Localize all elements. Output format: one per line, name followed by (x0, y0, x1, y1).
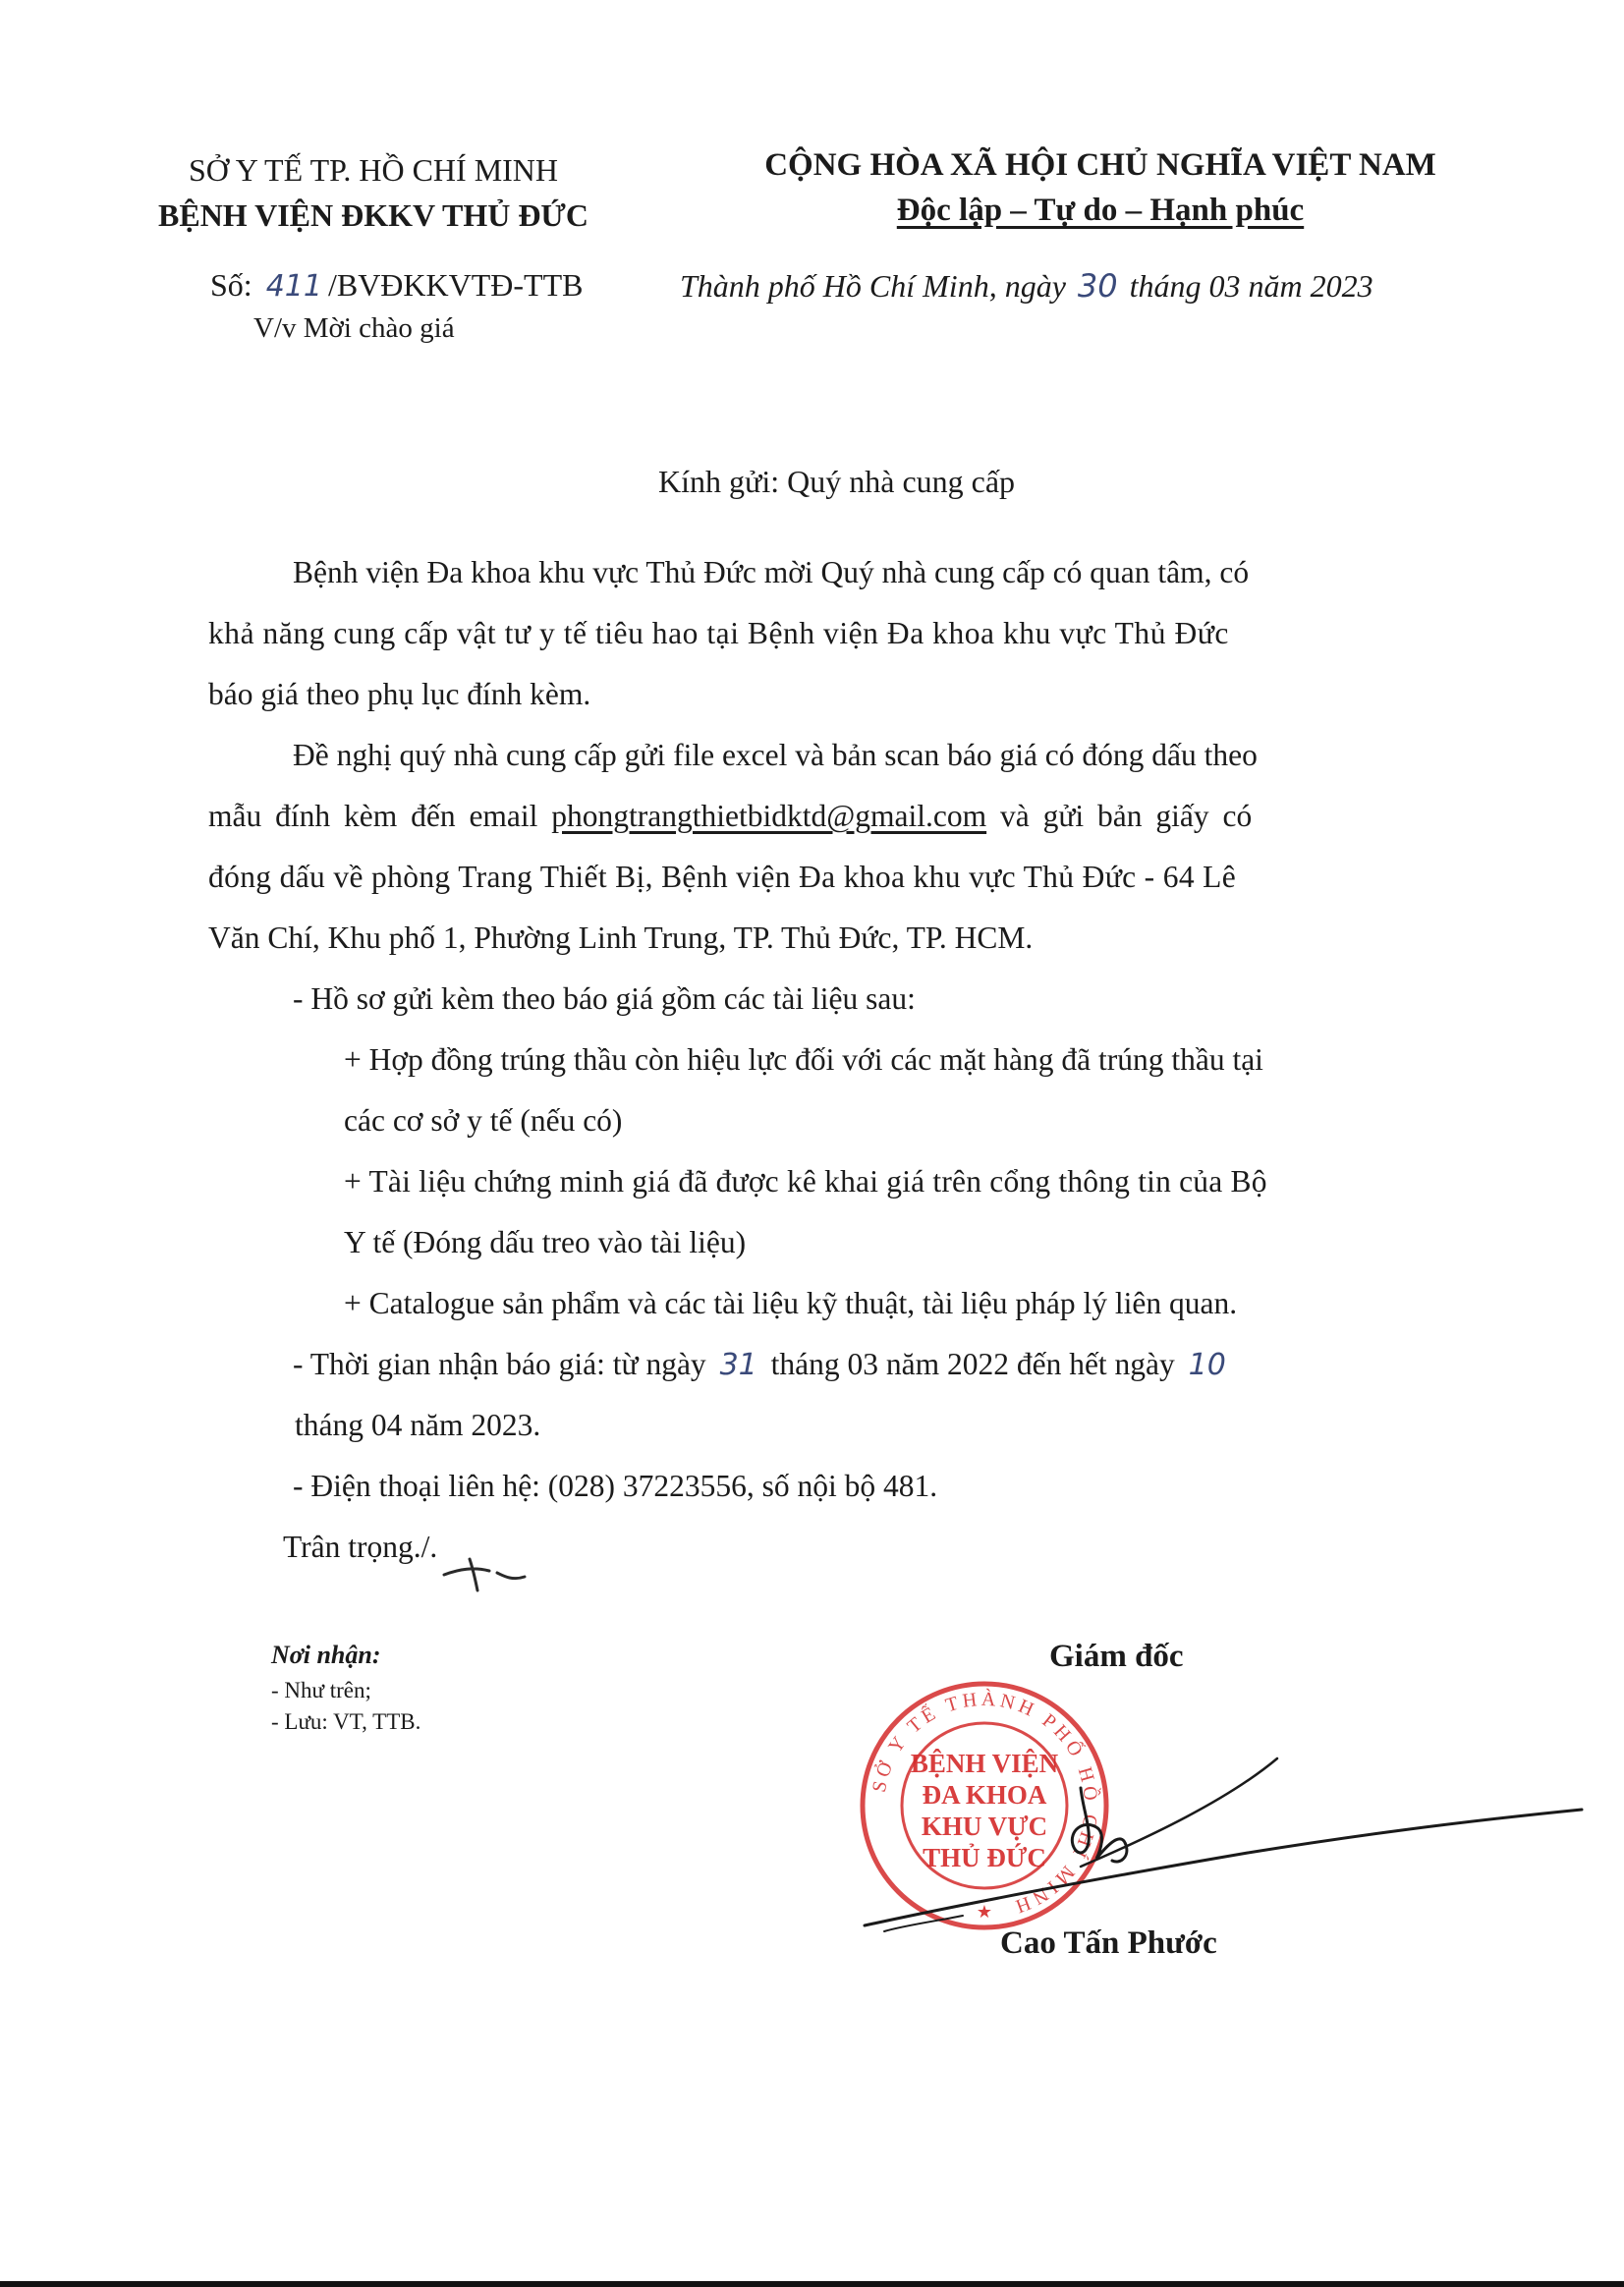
seal-line: BỆNH VIỆN (910, 1749, 1059, 1778)
paragraph1-line2: khả năng cung cấp vật tư y tế tiêu hao tại Bệnh viện Đa khoa khu vực Thủ Đức (208, 616, 1229, 650)
recipients-title: Nơi nhận: (271, 1641, 381, 1669)
signer-name: Cao Tấn Phước (1000, 1925, 1217, 1961)
seal-ring-text: SỞ Y TẾ THÀNH PHỐ HỒ CHÍ MINH (868, 1688, 1102, 1919)
issuer-block (88, 147, 658, 238)
timeline-end-day: 10 (1188, 1348, 1226, 1382)
date-handwritten-day: 30 (1077, 267, 1118, 305)
paragraph2-line2-start: mẫu đính kèm đến email (208, 799, 538, 833)
paragraph1-line3: báo giá theo phụ lục đính kèm. (208, 677, 591, 711)
recipient-item: - Như trên; (271, 1678, 371, 1702)
scan-edge-divider (0, 2281, 1624, 2287)
reference-code: /BVĐKKVTĐ-TTB (327, 267, 584, 303)
paragraph1-line1: Bệnh viện Đa khoa khu vực Thủ Đức mời Quý nhà cung cấp có quan tâm, có (293, 555, 1250, 589)
contact-phone: - Điện thoại liên hệ: (028) 37223556, số nội bộ 481. (293, 1469, 938, 1503)
director-signature-icon (855, 1729, 1592, 1984)
contact-email-link[interactable]: phongtrangthietbidktd@gmail.com (551, 799, 987, 833)
timeline-start-day: 31 (719, 1348, 757, 1382)
hospital-name: BỆNH VIỆN ĐKKV THỦ ĐỨC (158, 197, 588, 233)
issue-date (680, 267, 1373, 305)
documents-item2-line1: + Tài liệu chứng minh giá đã được kê khai giá trên cổng thông tin của Bộ (344, 1164, 1267, 1199)
recipient-item: - Lưu: VT, TTB. (271, 1709, 421, 1734)
seal-line: THỦ ĐỨC (923, 1843, 1046, 1872)
reference-number (210, 267, 583, 304)
reference-handwritten-number: 411 (265, 269, 322, 304)
documents-item1-line2: các cơ sở y tế (nếu có) (344, 1103, 623, 1138)
documents-item1-line1: + Hợp đồng trúng thầu còn hiệu lực đối với các mặt hàng đã trúng thầu tại (344, 1042, 1263, 1077)
subject-line: V/v Mời chào giá (253, 312, 455, 344)
svg-text:★: ★ (976, 1902, 993, 1923)
country-name: CỘNG HÒA XÃ HỘI CHỦ NGHĨA VIỆT NAM (764, 147, 1436, 183)
initials-scribble-icon (440, 1547, 529, 1596)
documents-item3: + Catalogue sản phẩm và các tài liệu kỹ thuật, tài liệu pháp lý liên quan. (344, 1286, 1238, 1320)
paragraph2-line3: đóng dấu về phòng Trang Thiết Bị, Bệnh viện Đa khoa khu vực Thủ Đức - 64 Lê (208, 860, 1237, 894)
timeline-line1 (293, 1347, 1226, 1382)
salutation: Kính gửi: Quý nhà cung cấp (658, 464, 1016, 499)
date-suffix: tháng 03 năm 2023 (1129, 268, 1373, 304)
documents-intro: - Hồ sơ gửi kèm theo báo giá gồm các tài liệu sau: (293, 981, 916, 1016)
timeline-middle-text: tháng 03 năm 2022 đến hết ngày (770, 1347, 1175, 1381)
reference-prefix: Số: (210, 267, 252, 303)
timeline-line2: tháng 04 năm 2023. (295, 1408, 541, 1442)
agency-name: SỞ Y TẾ TP. HỒ CHÍ MINH (188, 152, 559, 188)
seal-line: ĐA KHOA (922, 1780, 1047, 1810)
documents-item2-line2: Y tế (Đóng dấu treo vào tài liệu) (344, 1225, 747, 1259)
national-heading (648, 142, 1552, 233)
paragraph2-line1: Đề nghị quý nhà cung cấp gửi file excel và bản scan báo giá có đóng dấu theo (293, 738, 1258, 772)
motto (648, 188, 1552, 233)
timeline-start-text: - Thời gian nhận báo giá: từ ngày (293, 1347, 706, 1381)
signer-role: Giám đốc (1049, 1639, 1184, 1674)
seal-line: KHU VỰC (921, 1812, 1048, 1841)
closing: Trân trọng./. (283, 1530, 438, 1564)
paragraph2-line2 (208, 799, 1252, 834)
motto-text: Độc lập – Tự do – Hạnh phúc (896, 193, 1305, 228)
paragraph2-line2-end: và gửi bản giấy có (1000, 799, 1253, 833)
date-prefix: Thành phố Hồ Chí Minh, ngày (680, 268, 1066, 304)
paragraph2-line4: Văn Chí, Khu phố 1, Phường Linh Trung, TP. Thủ Đức, TP. HCM. (208, 920, 1034, 955)
